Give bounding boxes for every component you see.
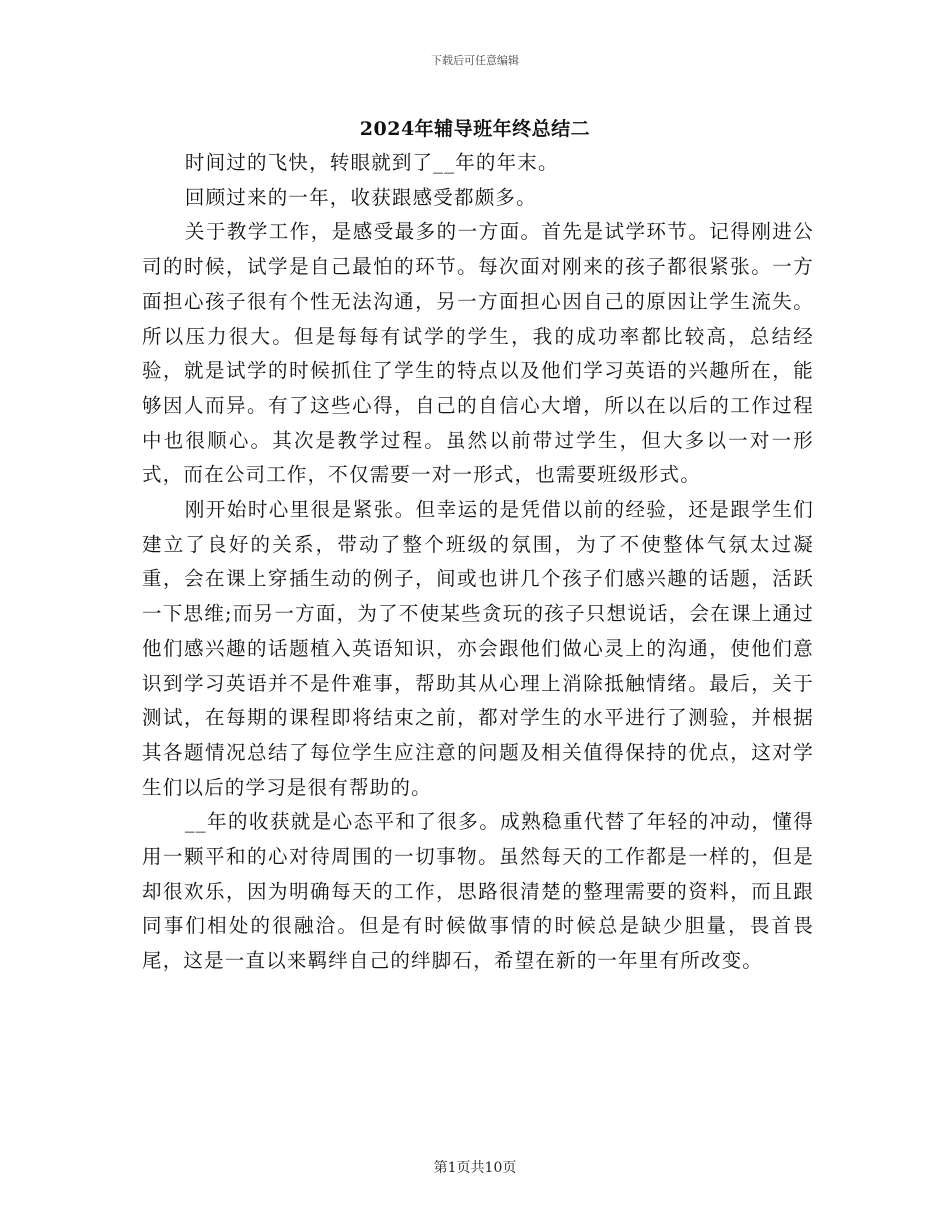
paragraph: 时间过的飞快，转眼就到了__年的年末。 [184, 151, 559, 174]
document-body [142, 146, 814, 979]
paragraph: __年的收获就是心态平和了很多。成熟稳重代替了年轻的冲动，懂得用一颗平和的心对待周围的一切事物。虽然每天的工作都是一样的，但是却很欢乐，因为明确每天的工作，思路很清楚的整理需要的资料，而且跟同事们相处的很融洽。但是有时候做事情的时候总是缺少胆量，畏首畏尾，这是一直以来羁绊自己的绊脚石，希望在新的一年里有所改变。 [142, 810, 814, 973]
page-header-note: 下载后可任意编辑 [431, 54, 519, 67]
paragraph: 刚开始时心里很是紧张。但幸运的是凭借以前的经验，还是跟学生们建立了良好的关系，带动了整个班级的氛围，为了不使整体气氛太过凝重，会在课上穿插生动的例子，间或也讲几个孩子们感兴趣的话题，活跃一下思维;而另一方面，为了不使某些贪玩的孩子只想说话，会在课上通过他们感兴趣的话题植入英语知识，亦会跟他们做心灵上的沟通，使他们意识到学习英语并不是件难事，帮助其从心理上消除抵触情绪。最后，关于测试，在每期的课程即将结束之前，都对学生的水平进行了测验，并根据其各题情况总结了每位学生应注意的问题及相关值得保持的优点，这对学生们以后的学习是很有帮助的。 [142, 498, 814, 799]
document-title: 2024年辅导班年终总结二 [359, 118, 591, 140]
paragraph: 回顾过来的一年，收获跟感受都颇多。 [184, 185, 537, 209]
page-number-footer: 第1页共10页 [433, 1160, 517, 1176]
paragraph: 关于教学工作，是感受最多的一方面。首先是试学环节。记得刚进公司的时候，试学是自己最怕的环节。每次面对刚来的孩子都很紧张。一方面担心孩子很有个性无法沟通，另一方面担心因自己的原因让学生流失。所以压力很大。但是每每有试学的学生，我的成功率都比较高，总结经验，就是试学的时候抓住了学生的特点以及他们学习英语的兴趣所在，能够因人而异。有了这些心得，自己的自信心大增，所以在以后的工作过程中也很顺心。其次是教学过程。虽然以前带过学生，但大多以一对一形式，而在公司工作，不仅需要一对一形式，也需要班级形式。 [142, 220, 814, 487]
